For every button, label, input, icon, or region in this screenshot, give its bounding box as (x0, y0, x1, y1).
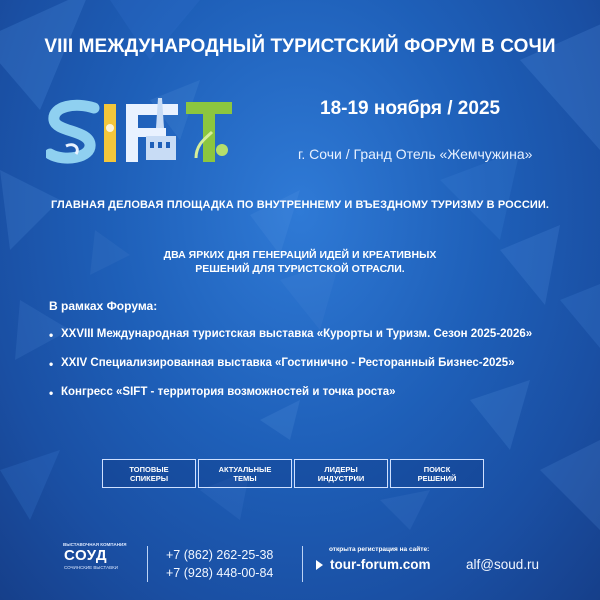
play-arrow-icon (316, 560, 323, 570)
feature-line: ТЕМЫ (233, 473, 257, 483)
sub-description-line: РЕШЕНИЙ ДЛЯ ТУРИСТСКОЙ ОТРАСЛИ. (195, 263, 405, 275)
program-item: • XXIV Специализированная выставка «Гостинично - Ресторанный Бизнес-2025» (49, 357, 532, 386)
feature-line: ПОИСК (423, 464, 451, 474)
contact-phones (166, 546, 273, 582)
feature-line: АКТУАЛЬНЫЕ (218, 464, 272, 474)
footer-divider (302, 546, 303, 582)
organizer-logo: СОУД (64, 547, 108, 564)
registration-label: открыта регистрация на сайте: (329, 546, 430, 553)
organizer-type: ВЫСТАВОЧНАЯ КОМПАНИЯ (63, 542, 127, 547)
footer (0, 540, 600, 600)
feature-line: ИНДУСТРИИ (317, 473, 365, 483)
feature-solutions (390, 459, 484, 488)
feature-leaders (294, 459, 388, 488)
footer-divider (147, 546, 148, 582)
website-row (316, 557, 431, 572)
program-label: В рамках Форума: (49, 299, 158, 313)
organizer-subtitle: СОЧИНСКИЕ ВЫСТАВКИ (64, 565, 118, 570)
feature-top-speakers (102, 459, 196, 488)
feature-boxes (102, 459, 484, 488)
program-list (49, 328, 532, 415)
sub-description (0, 248, 600, 276)
website-link[interactable]: tour-forum.com (330, 557, 431, 572)
phone-link[interactable]: +7 (862) 262-25-38 (166, 548, 274, 562)
sift-logo-icon (46, 98, 246, 166)
email-link[interactable]: alf@soud.ru (466, 557, 539, 572)
program-item: • Конгресс «SIFT - территория возможностей и точка роста» (49, 386, 532, 415)
feature-line: ЛИДЕРЫ (324, 464, 358, 474)
phone-link[interactable]: +7 (928) 448-00-84 (166, 566, 274, 580)
forum-title: VIII МЕЖДУНАРОДНЫЙ ТУРИСТСКИЙ ФОРУМ В СОЧИ (44, 36, 556, 57)
main-description: ГЛАВНАЯ ДЕЛОВАЯ ПЛОЩАДКА ПО ВНУТРЕННЕМУ И ВЪЕЗДНОМУ ТУРИЗМУ В РОССИИ. (50, 199, 550, 211)
event-venue: г. Сочи / Гранд Отель «Жемчужина» (298, 146, 533, 162)
feature-topics (198, 459, 292, 488)
sub-description-line: ДВА ЯРКИХ ДНЯ ГЕНЕРАЦИЙ ИДЕЙ И КРЕАТИВНЫХ (163, 249, 437, 261)
feature-line: ТОПОВЫЕ (129, 464, 169, 474)
feature-line: СПИКЕРЫ (129, 473, 169, 483)
program-item: • XXVIII Международная туристская выставка «Курорты и Туризм. Сезон 2025-2026» (49, 328, 532, 357)
event-dates: 18-19 ноября / 2025 (320, 98, 501, 119)
feature-line: РЕШЕНИЙ (417, 473, 457, 483)
